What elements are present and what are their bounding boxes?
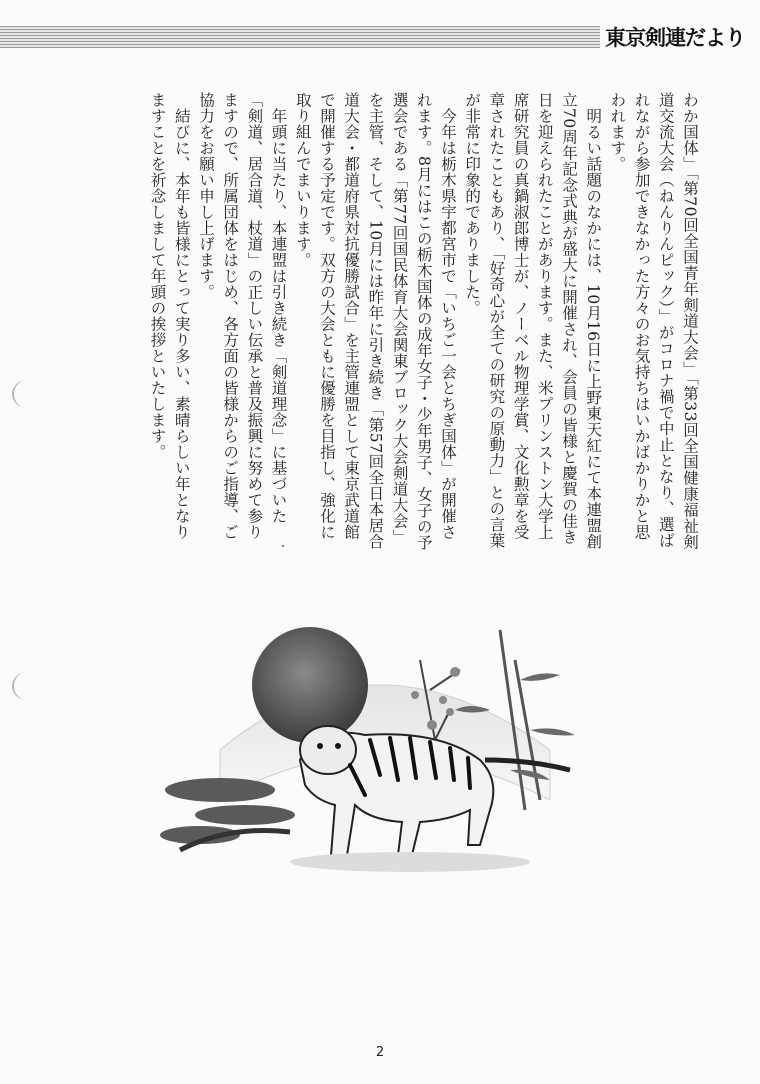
paragraph-2: 明るい話題のなかには、10月16日に上野東天紅にて本連盟創立70周年記念式典が盛大に開催され、会員の皆様と慶賀の佳き日を迎えられたことがあります。また、米プリンストン大学上席研究員の真鍋淑郎博士が、ノーベル物理学賞、文化勲章を受章されたこともあり、「好奇心が全ての研究の原動力」との言葉が非常に印象的でありました。 [463, 92, 603, 549]
page-number: 2 [375, 1045, 385, 1060]
paragraph-3: 今年は栃木県宇都宮市で「いちご一会とちぎ国体」が開催されます。8月にはこの栃木国体の成年女子・少年男子、女子の予選会である「第77回国民体育大会関東ブロック大会剣道大会」を主管、そして、10月には昨年に引き続き「第57回全日本居合道大会・都道府県対抗優勝試合」を主管連盟として東京武道館で開催する予定です。双方の大会ともに優勝を目指し、強化に取り組んでまいります。 [293, 92, 457, 551]
stray-mark [282, 545, 284, 547]
paragraph-5: 結びに、本年も皆様にとって実り多い、素晴らしい年となりますことを祈念しまして年頭の挨拶といたします。 [148, 92, 191, 540]
paragraph-1: わか国体」「第70回全国青年剣道大会」「第33回全国健康福祉剣道交流大会（ねんりんピック）」がコロナ禍で中止となり、選ばれながら参加できなかった方々のお気持ちはいかばかりかと思われます。 [608, 92, 699, 550]
paragraph-4: 年頭に当たり、本連盟は引き続き「剣道理念」に基づいた「剣道、居合道、杖道」の正しい伝承と普及振興に努めて参りますので、所属団体をはじめ、各方面の皆様からのご指導、ご協力をお願い申し上げます。 [196, 92, 288, 540]
header-decoration-bar [0, 26, 600, 48]
punch-hole-top [12, 380, 42, 408]
tiger-ink-painting-icon [150, 600, 600, 900]
punch-hole-bottom [12, 672, 42, 700]
newsletter-title: 東京剣連だより [605, 25, 745, 50]
article-body [57, 92, 702, 552]
